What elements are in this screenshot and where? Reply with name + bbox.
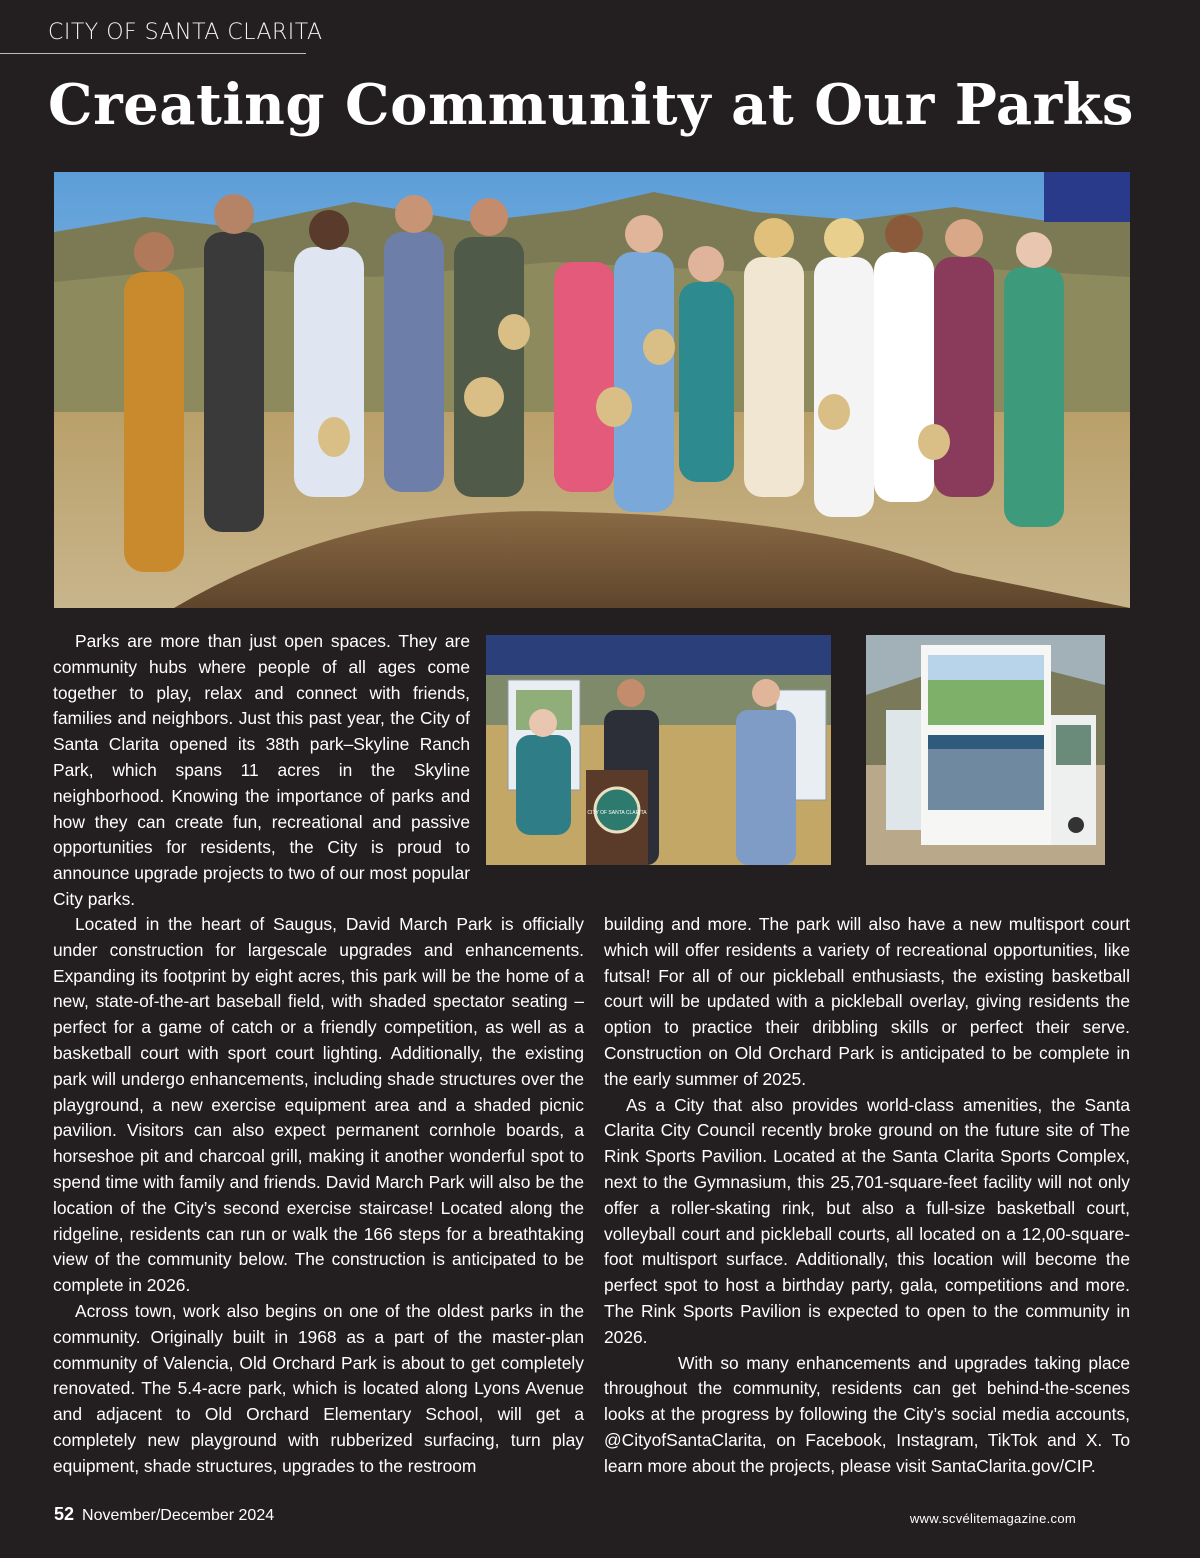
section-label: CITY OF SANTA CLARITA (48, 20, 323, 45)
article-column-right (604, 912, 1130, 1480)
rink-paragraph: As a City that also provides world-class amenities, the Santa Clarita City Council recently broke ground on the future site of The Rink Sports Pavilion. Located at the Santa Clarita Sports Complex, next to the Gymnasium, this 25,701-square-feet facility will not only offer a roller-skating rink, but also a full-size basketball court, volleyball court and pickleball courts, all located on a 12,00-square-foot multisport surface. Additionally, this location will become the perfect spot to host a birthday party, gala, competitions and more. The Rink Sports Pavilion is expected to open to the community in 2026. (604, 1094, 1130, 1347)
groundbreaking-photo (54, 172, 1130, 608)
page-number: 52 (54, 1504, 75, 1524)
page-footer (54, 1504, 274, 1525)
city-seal-text: CITY OF SANTA CLARITA (587, 810, 647, 816)
rendering-board-photo (866, 635, 1105, 865)
section-rule (0, 53, 306, 54)
article-intro (53, 629, 470, 913)
old-orchard-continued-paragraph: building and more. The park will also have a new multisport court which will offer residents a variety of recreational opportunities, like futsal! For all of our pickleball enthusiasts, the existing basketball court will be updated with a pickleball overlay, giving residents the option to practice their dribbling skills or perfect their serve. Construction on Old Orchard Park is anticipated to be complete in the early summer of 2025. (604, 914, 1130, 1089)
article-column-left (53, 912, 584, 1480)
page-title: Creating Community at Our Parks (48, 72, 1134, 138)
podium-photo (486, 635, 831, 865)
website-url: www.scvélitemagazine.com (909, 1511, 1076, 1526)
issue-date: November/December 2024 (82, 1507, 275, 1524)
intro-paragraph: Parks are more than just open spaces. They are community hubs where people of all ages come together to play, relax and connect with friends, families and neighbors. Just this past year, the City of Santa Clarita opened its 38th park–Skyline Ranch Park, which spans 11 acres in the Skyline neighborhood. Knowing the importance of parks and how they can create fun, recreational and passive opportunities for residents, the City is proud to announce upgrade projects to two of our most popular City parks. (53, 631, 470, 909)
david-march-paragraph: Located in the heart of Saugus, David March Park is officially under construction for largescale upgrades and enhancements. Expanding its footprint by eight acres, this park will be the home of a new, state-of-the-art baseball field, with shaded spectator seating – perfect for a game of catch or a friendly competition, as well as a basketball court with sport court lighting. Additionally, the existing park will undergo enhancements, including shade structures over the playground, a new exercise equipment area and a shaded picnic pavilion. Visitors can also expect permanent cornhole boards, a horseshoe pit and charcoal grill, making it another wonderful spot to spend time with family and friends. David March Park will also be the location of the City’s second exercise staircase! Located along the ridgeline, residents can run or walk the 166 steps for a breathtaking view of the community below. The construction is anticipated to be complete in 2026. (53, 914, 584, 1296)
old-orchard-paragraph: Across town, work also begins on one of the oldest parks in the community. Originally built in 1968 as a part of the master-plan community of Valencia, Old Orchard Park is about to get completely renovated. The 5.4-acre park, which is located along Lyons Avenue and adjacent to Old Orchard Elementary School, will get a completely new playground with rubberized surfacing, turn play equipment, shade structures, upgrades to the restroom (53, 1300, 584, 1476)
closing-paragraph: With so many enhancements and upgrades taking place throughout the community, residents can get behind-the-scenes looks at the progress by following the City’s social media accounts, @CityofSantaClarita, on Facebook, Instagram, TikTok and X. To learn more about the projects, please visit SantaClarita.gov/CIP. (604, 1352, 1130, 1476)
